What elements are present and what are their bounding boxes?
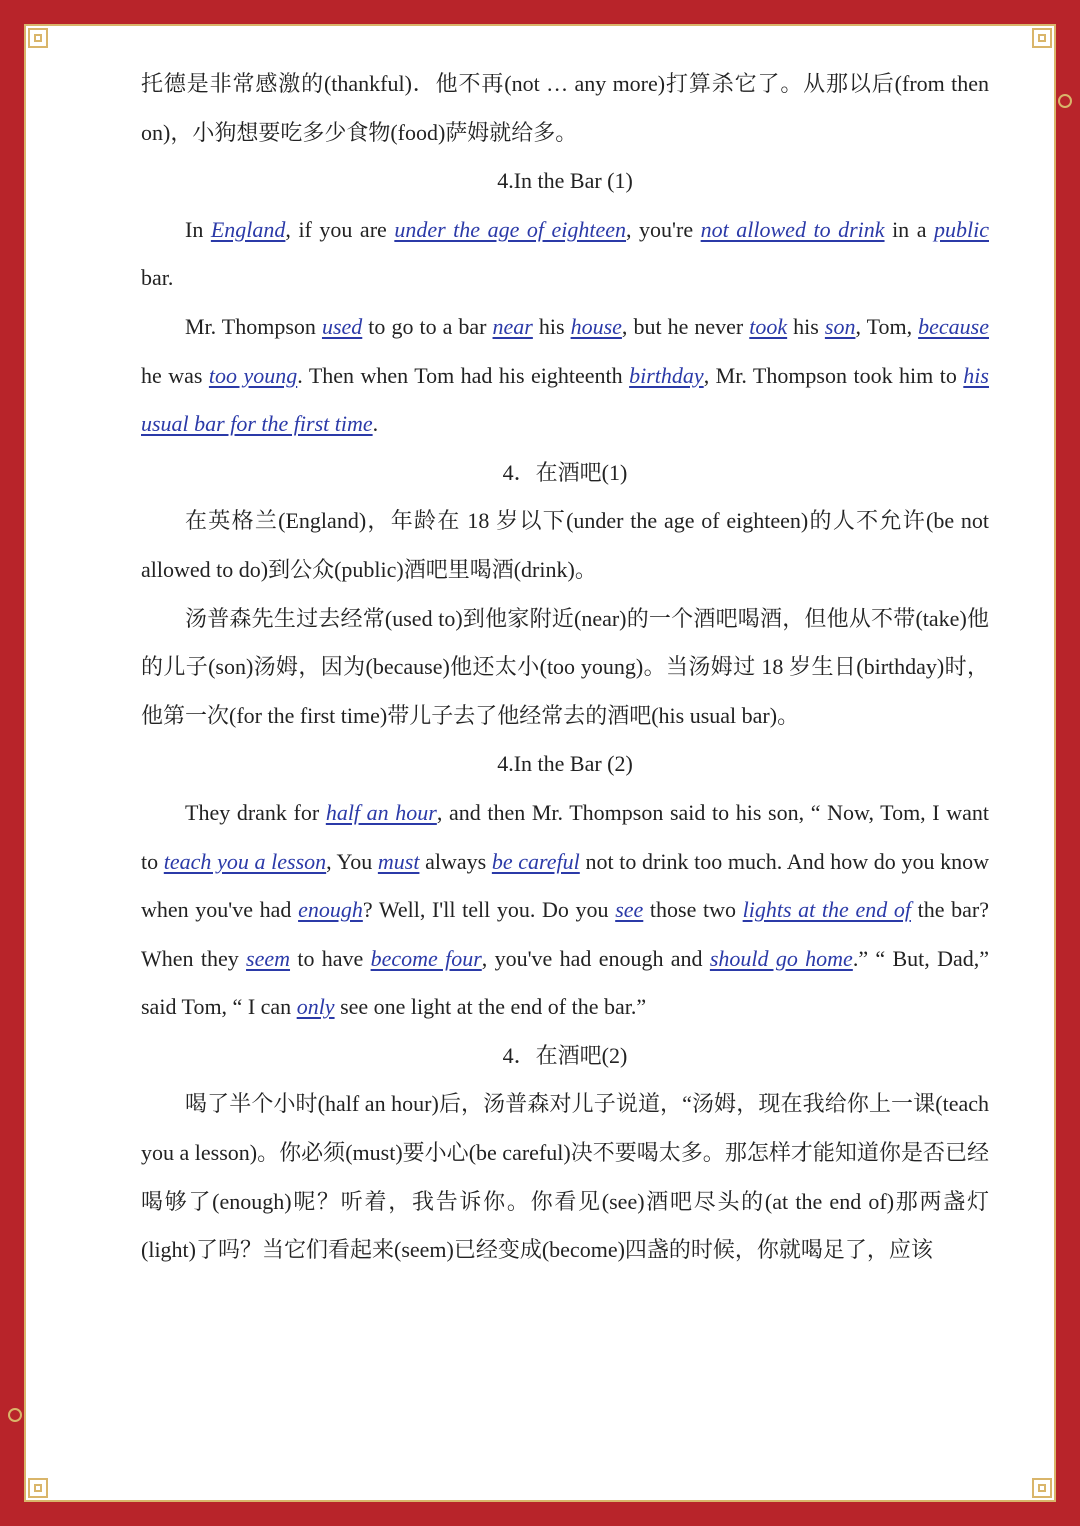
text-run: bar.	[141, 265, 174, 291]
underlined-phrase: son	[824, 313, 856, 339]
underlined-phrase: must	[377, 848, 420, 874]
text-run: . Then when Tom had his eighteenth	[297, 362, 630, 388]
underlined-phrase: because	[918, 313, 989, 339]
text-run: They drank for	[185, 799, 326, 825]
text-run: In	[185, 216, 211, 242]
paragraph	[141, 595, 989, 741]
text-run: 4．在酒吧(2)	[502, 1042, 628, 1068]
text-run: , and then Mr. Thompson said to his son, “ Now, Tom, I want to	[141, 799, 990, 874]
underlined-phrase: too young	[208, 362, 298, 388]
border-line	[24, 24, 1056, 26]
text-run: ? Well, I'll tell you. Do you	[362, 897, 616, 923]
paragraph	[141, 206, 989, 303]
text-run: his	[787, 313, 825, 339]
underlined-phrase: enough	[298, 897, 363, 923]
paragraph	[141, 497, 989, 594]
text-run: 4.In the Bar (1)	[497, 168, 633, 194]
corner-ornament-icon	[28, 28, 48, 48]
corner-ornament-icon	[1032, 28, 1052, 48]
underlined-phrase: birthday	[629, 362, 704, 388]
underlined-phrase: his usual bar for the first time	[141, 362, 989, 437]
text-run: , you've had enough and	[481, 945, 710, 971]
underlined-phrase: England	[210, 216, 286, 242]
underlined-phrase: only	[296, 994, 335, 1020]
text-run: .” “ But, Dad,” said Tom, “ I can	[141, 945, 989, 1020]
section-heading	[141, 449, 989, 498]
underlined-phrase: be careful	[491, 848, 580, 874]
underlined-phrase: used	[321, 313, 363, 339]
section-heading	[141, 1032, 989, 1081]
text-run: 托德是非常感激的(thankful)．他不再(not … any more)打算杀它了。从那以后(from then on)，小狗想要吃多少食物(food)萨姆就给多。	[141, 71, 989, 145]
text-run: the bar? When they	[141, 897, 989, 971]
underlined-phrase: seem	[246, 945, 291, 971]
text-run: those two	[643, 897, 743, 923]
border-line	[1054, 24, 1056, 1502]
text-run: , but he never	[621, 313, 750, 339]
border-line	[24, 24, 26, 1502]
section-heading	[141, 740, 989, 789]
text-run: not to drink too much. And how do you know when you've had	[141, 848, 990, 923]
underlined-phrase: half an hour	[325, 799, 437, 825]
text-run: to have	[290, 945, 371, 971]
corner-ornament-icon	[28, 1478, 48, 1498]
ring-ornament-icon	[8, 1408, 22, 1422]
text-run: 汤普森先生过去经常(used to)到他家附近(near)的一个酒吧喝酒，但他从不带(take)他的儿子(son)汤姆，因为(because)他还太小(too young)。当汤姆过 18 岁生日(birthday)时，他第一次(for the first time)带儿子去了他经常去的酒吧(his usual bar)。	[141, 605, 989, 728]
underlined-phrase: see	[615, 897, 644, 923]
text-run: to go to a bar	[362, 313, 493, 339]
underlined-phrase: should go home	[709, 945, 853, 971]
document-body	[141, 60, 989, 1275]
underlined-phrase: under the age of eighteen	[394, 216, 627, 242]
corner-ornament-icon	[1032, 1478, 1052, 1498]
text-run: his	[532, 313, 571, 339]
underlined-phrase: teach you a lesson	[163, 848, 327, 874]
underlined-phrase: took	[749, 313, 788, 339]
section-heading	[141, 157, 989, 206]
text-run: always	[419, 848, 492, 874]
underlined-phrase: become four	[370, 945, 482, 971]
underlined-phrase: not allowed to drink	[700, 216, 885, 242]
underlined-phrase: house	[570, 313, 622, 339]
underlined-phrase: near	[492, 313, 533, 339]
text-run: 喝了半个小时(half an hour)后，汤普森对儿子说道，“汤姆，现在我给你上一课(teach you a lesson)。你必须(must)要小心(be careful)决不要喝太多。那怎样才能知道你是否已经喝够了(enough)呢？听着，我告诉你。你看见(see)酒吧尽头的(at the end of)那两盏灯(light)了吗？当它们看起来(seem)已经变成(become)四盏的时候，你就喝足了，应该	[141, 1091, 989, 1263]
border-line	[24, 1500, 1056, 1502]
text-run: Mr. Thompson	[185, 313, 322, 339]
paragraph	[141, 303, 989, 449]
text-run: he was	[141, 362, 209, 388]
ring-ornament-icon	[1058, 94, 1072, 108]
text-run: see one light at the end of the bar.”	[334, 994, 647, 1020]
paragraph	[141, 789, 989, 1032]
text-run: 4.In the Bar (2)	[497, 751, 633, 777]
text-run: 4．在酒吧(1)	[502, 459, 628, 485]
text-run: .	[372, 411, 379, 437]
text-run: , Mr. Thompson took him to	[703, 362, 964, 388]
text-run: , You	[326, 848, 378, 874]
paragraph	[141, 1080, 989, 1274]
paragraph	[141, 60, 989, 157]
text-run: , Tom,	[855, 313, 919, 339]
text-run: 在英格兰(England)，年龄在 18 岁以下(under the age of eighteen)的人不允许(be not allowed to do)到公众(public)酒吧里喝酒(drink)。	[141, 508, 989, 582]
text-run: , you're	[626, 216, 701, 242]
underlined-phrase: public	[934, 216, 989, 242]
text-run: in a	[884, 216, 934, 242]
underlined-phrase: lights at the end of	[742, 897, 911, 923]
text-run: , if you are	[285, 216, 395, 242]
